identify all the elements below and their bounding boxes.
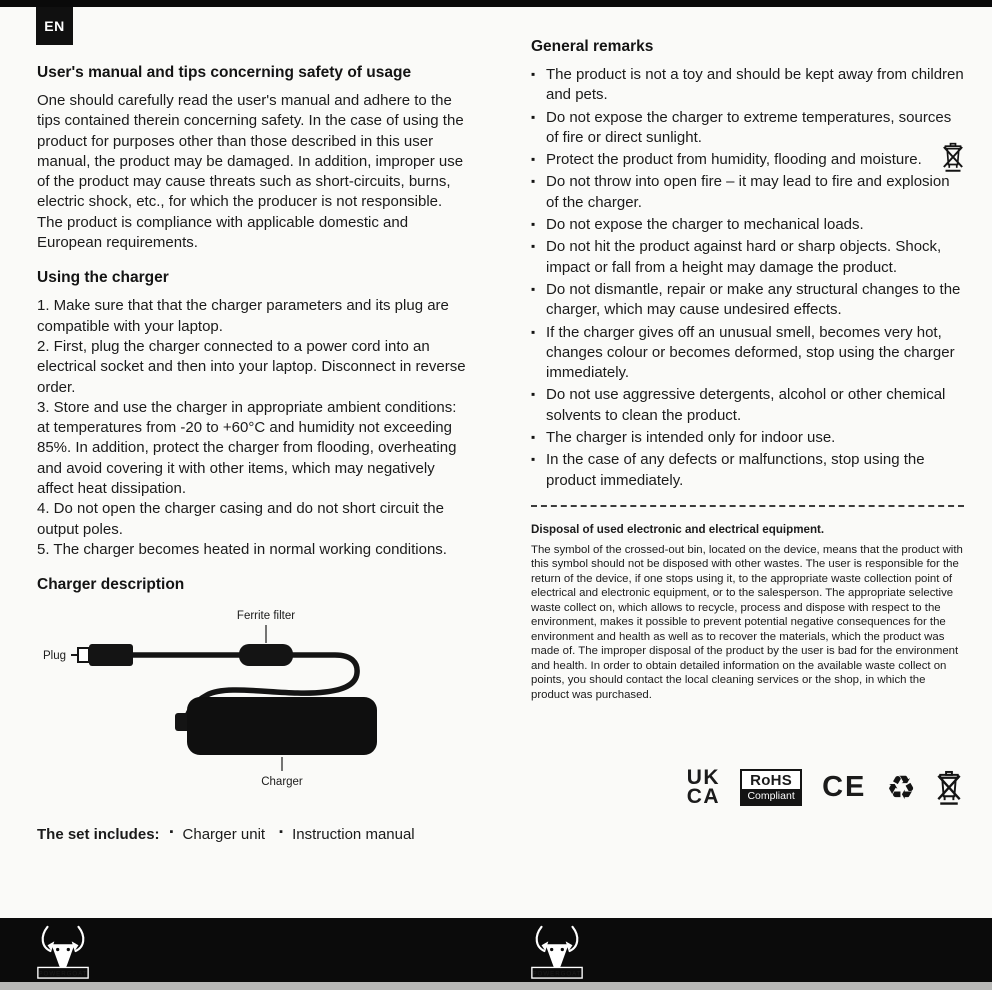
ukca-mark-line1: UK	[686, 766, 721, 790]
set-includes-item: ▪ Charger unit	[170, 826, 266, 843]
general-remark-item: ▪ Do not dismantle, repair or make any structural changes to the charger, which may cause undesired effects.	[531, 280, 964, 321]
powergoat-logo	[528, 921, 586, 981]
powergoat-logo-text: POWERGOAT	[532, 970, 582, 978]
ukca-mark-line2: CA	[686, 785, 721, 809]
rohs-mark-sub: Compliant	[742, 789, 800, 804]
rohs-mark-name: RoHS	[750, 771, 793, 789]
general-remark-item: ▪ The charger is intended only for indoor use.	[531, 428, 964, 448]
general-remark-item: ▪ Do not hit the product against hard or sharp objects. Shock, impact or fall from a height may damage the product.	[531, 237, 964, 278]
using-step-item: 5. The charger becomes heated in normal working conditions.	[37, 540, 447, 558]
general-remarks-heading: General remarks	[531, 38, 654, 55]
powergoat-logo-text: POWERGOAT	[38, 970, 88, 978]
rohs-mark	[740, 769, 802, 806]
description-heading: Charger description	[37, 576, 185, 594]
set-includes-item: ▪ Instruction manual	[279, 826, 415, 843]
general-remark-item: ▪ If the charger gives off an unusual smell, becomes very hot, changes colour or becomes deformed, stop using the charger immediately.	[531, 323, 964, 384]
using-heading: Using the charger	[37, 269, 169, 287]
ukca-mark	[686, 766, 721, 809]
general-remark-item: ▪ Do not use aggressive detergents, alcohol or other chemical solvents to clean the product.	[531, 385, 964, 426]
charger-brick-icon	[187, 697, 377, 755]
bottom-edge-bar	[0, 982, 992, 990]
general-remarks-list	[531, 65, 964, 491]
safety-heading: User's manual and tips concerning safety of usage	[37, 64, 412, 81]
footer-bar	[0, 918, 992, 982]
weee-bin-icon	[936, 770, 962, 805]
using-step-item: 2. First, plug the charger connected to a power cord into an electrical socket and then into your laptop. Disconnect in reverse order.	[37, 337, 466, 396]
using-step-item: 4. Do not open the charger casing and do not short circuit the output poles.	[37, 500, 444, 538]
ce-mark: CE	[822, 770, 867, 803]
using-step-item: 3. Store and use the charger in appropriate ambient conditions: at temperatures from -20 to +60°C and humidity not exceeding 85%. In addition, protect the charger from flooding, overheating and avoid covering it with other items, which may negatively affect heat dissipation.	[37, 398, 457, 498]
general-remark-item: ▪ Do not throw into open fire – it may lead to fire and explosion of the charger.	[531, 172, 964, 213]
right-column	[531, 38, 964, 809]
using-step-item: 1. Make sure that that the charger parameters and its plug are compatible with your laptop.	[37, 297, 449, 335]
safety-paragraph: One should carefully read the user's manual and adhere to the tips contained therein concerning safety. In the case of using the product for purposes other than those described in this user manual, the product may be damaged. In addition, improper use of the product may cause threats such as short-circuits, burns, electric shock, etc., for which the producer is not responsible. The product is compliance with applicable domestic and European requirements.	[37, 92, 464, 252]
plug-icon	[78, 644, 133, 666]
plug-label: Plug	[43, 650, 67, 663]
set-includes-list	[170, 826, 415, 843]
general-remark-item: ▪ The product is not a toy and should be kept away from children and pets.	[531, 65, 964, 106]
left-column	[37, 64, 469, 843]
disposal-heading: Disposal of used electronic and electrical equipment.	[531, 522, 825, 536]
dashed-divider	[531, 505, 964, 507]
charger-diagram-svg	[37, 603, 469, 795]
general-remark-item: ▪ Do not expose the charger to mechanical loads.	[531, 215, 964, 235]
general-remark-item: ▪ In the case of any defects or malfunctions, stop using the product immediately.	[531, 450, 964, 491]
general-remark-item: ▪ Protect the product from humidity, flooding and moisture.	[531, 150, 964, 170]
language-badge-label: EN	[44, 18, 65, 34]
charger-label: Charger	[261, 776, 303, 789]
top-edge-bar	[0, 0, 992, 7]
ferrite-filter-label: Ferrite filter	[236, 610, 296, 623]
certification-marks-row	[531, 766, 964, 809]
weee-bin-small-icon	[942, 142, 964, 172]
set-includes-label: The set includes:	[37, 826, 160, 844]
using-steps-list	[37, 296, 469, 560]
general-remark-item: ▪ Do not expose the charger to extreme temperatures, sources of fire or direct sunlight.	[531, 108, 964, 149]
charger-diagram	[37, 603, 469, 800]
set-includes-row	[37, 826, 469, 843]
powergoat-logo	[34, 921, 92, 981]
disposal-paragraph: The symbol of the crossed-out bin, located on the device, means that the product with this symbol should not be disposed with other wastes. The user is responsible for the return of the device, if one stops using it, to the appropriate waste collection point of electrical and electronic equipment, or to the salesperson. The appropriate selective waste collect on, which allows to recycle, process and dispose with respect to the environment, makes it possible to prevent potential negative consequences for the environment and health as well as to recover the materials, which the product was made of. The improper disposal of the product by the user is bad for the environment and health. In order to obtain detailed information on the available waste collect on points, you should contact the local cleaning services or the shop, in which the product was purchased.	[531, 543, 963, 701]
recycle-icon: ♻	[886, 767, 916, 807]
ferrite-filter-icon	[239, 644, 293, 666]
language-badge	[36, 7, 73, 45]
